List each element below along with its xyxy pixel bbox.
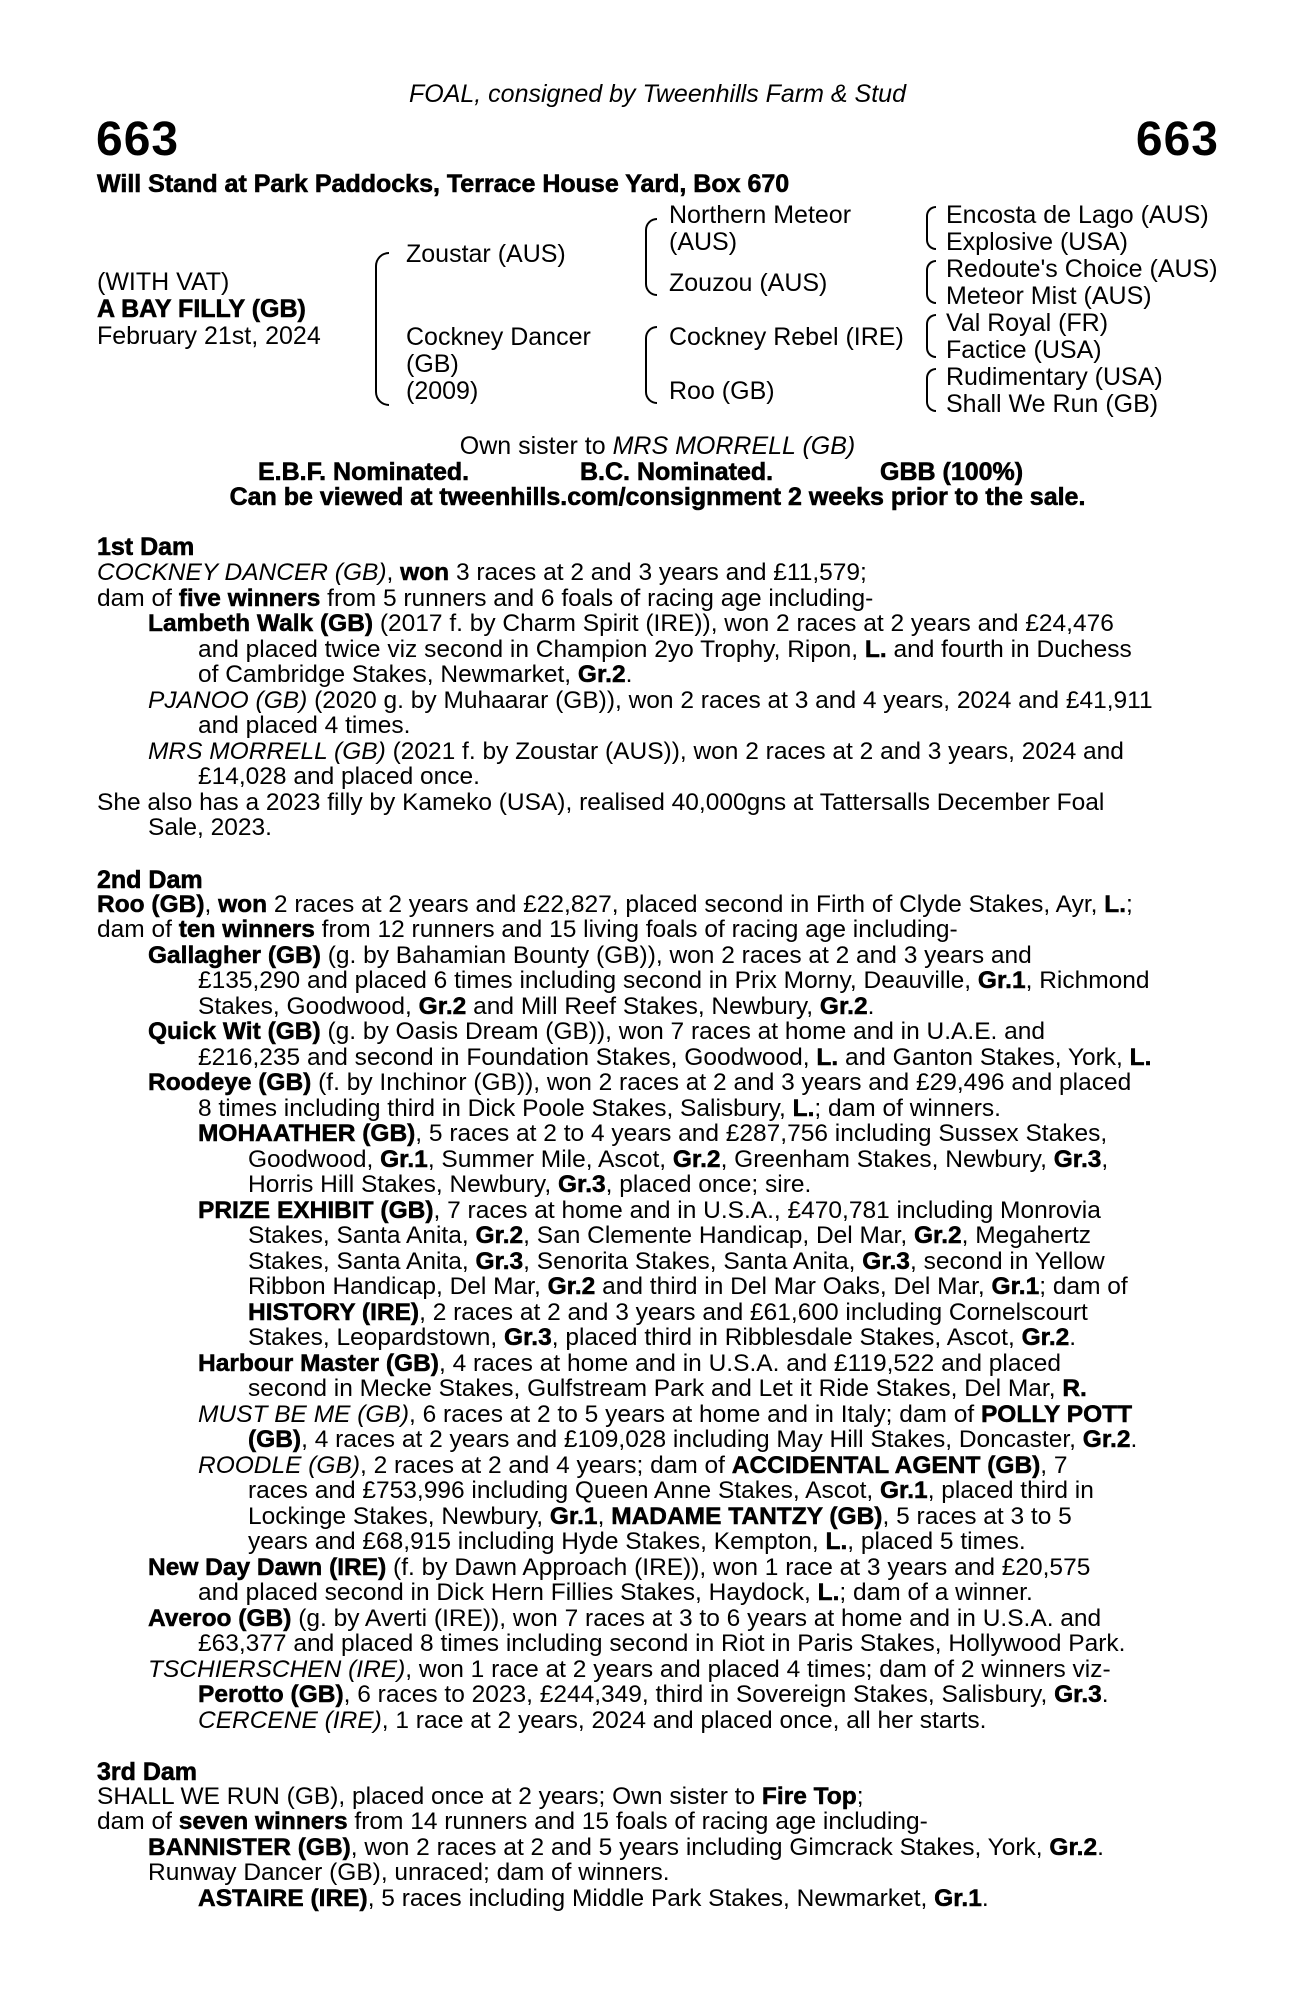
dam1-line: and placed twice viz second in Champion 2yo Trophy, Ripon, L. and fourth in Duchess [198,636,1132,663]
stand-location: Will Stand at Park Paddocks, Terrace House Yard, Box 670 [97,170,790,198]
ped-sdd: Meteor Mist (AUS) [946,282,1152,310]
ped-dsd: Factice (USA) [946,336,1102,364]
dam2-line: Gallagher (GB) (g. by Bahamian Bounty (GB)), won 2 races at 2 and 3 years and [148,942,1032,969]
dam2-line: Lockinge Stakes, Newbury, Gr.1, MADAME TANTZY (GB), 5 races at 3 to 5 [248,1503,1072,1530]
foaling-date: February 21st, 2024 [97,322,321,350]
dam1-line: Sale, 2023. [148,814,272,841]
dam1-line: MRS MORRELL (GB) (2021 f. by Zoustar (AUS)), won 2 races at 2 and 3 years, 2024 and [148,738,1124,765]
dam1-line: £14,028 and placed once. [198,763,480,790]
dam2-line: Quick Wit (GB) (g. by Oasis Dream (GB)), won 7 races at home and in U.A.E. and [148,1018,1046,1045]
consignment-line: FOAL, consigned by Tweenhills Farm & Stud [409,80,906,108]
dam2-line: Goodwood, Gr.1, Summer Mile, Ascot, Gr.2, Greenham Stakes, Newbury, Gr.3, [248,1146,1109,1173]
dam2-line: Stakes, Santa Anita, Gr.3, Senorita Stakes, Santa Anita, Gr.3, second in Yellow [248,1248,1105,1275]
ped-sds: Redoute's Choice (AUS) [946,255,1218,283]
sire-sire-l2: (AUS) [669,228,738,256]
bc-nomination: B.C. Nominated. [580,458,774,486]
dam-dam: Roo (GB) [669,377,775,405]
dam1-line: of Cambridge Stakes, Newmarket, Gr.2. [198,661,633,688]
dam-sire: Cockney Rebel (IRE) [669,323,904,351]
dam2-line: Roodeye (GB) (f. by Inchinor (GB)), won 2 races at 2 and 3 years and £29,496 and placed [148,1069,1132,1096]
dam1-line: dam of five winners from 5 runners and 6 foals of racing age including- [97,585,874,612]
ped-dds: Rudimentary (USA) [946,363,1163,391]
dam2-line: £135,290 and placed 6 times including second in Prix Morny, Deauville, Gr.1, Richmond [198,967,1150,994]
dam3-line: dam of seven winners from 14 runners and 15 foals of racing age including- [97,1808,928,1835]
dam3-line: ASTAIRE (IRE), 5 races including Middle Park Stakes, Newmarket, Gr.1. [198,1885,989,1912]
dam2-line: Roo (GB), won 2 races at 2 years and £22,827, placed second in Firth of Clyde Stakes, Ayr, L.; [97,891,1133,918]
dam-name-l2: (GB) [406,350,459,378]
dam2-line: and placed second in Dick Hern Fillies Stakes, Haydock, L.; dam of a winner. [198,1579,1033,1606]
dam2-line: 8 times including third in Dick Poole Stakes, Salisbury, L.; dam of winners. [198,1095,1001,1122]
dam2-line: (GB), 4 races at 2 years and £109,028 including May Hill Stakes, Doncaster, Gr.2. [248,1426,1138,1453]
dam2-line: MUST BE ME (GB), 6 races at 2 to 5 years at home and in Italy; dam of POLLY POTT [198,1401,1133,1428]
third-dam-heading: 3rd Dam [97,1758,198,1786]
own-sister-line: Own sister to MRS MORRELL (GB) [459,432,856,460]
dam2-line: dam of ten winners from 12 runners and 15 living foals of racing age including- [97,916,958,943]
dam1-line: She also has a 2023 filly by Kameko (USA), realised 40,000gns at Tattersalls December Foal [97,789,1105,816]
dam2-line: Stakes, Goodwood, Gr.2 and Mill Reef Stakes, Newbury, Gr.2. [198,993,875,1020]
ped-dss: Val Royal (FR) [946,309,1109,337]
ped-sss: Encosta de Lago (AUS) [946,201,1209,229]
dam2-line: years and £68,915 including Hyde Stakes, Kempton, L., placed 5 times. [248,1528,1026,1555]
gbb-note: GBB (100%) [880,458,1024,486]
dam1-line: PJANOO (GB) (2020 g. by Muhaarar (GB)), won 2 races at 3 and 4 years, 2024 and £41,911 [148,687,1153,714]
pedigree-brace-dam [645,326,657,404]
dam2-line: £63,377 and placed 8 times including second in Riot in Paris Stakes, Hollywood Park. [198,1630,1126,1657]
dam2-line: second in Mecke Stakes, Gulfstream Park and Let it Ride Stakes, Del Mar, R. [248,1375,1087,1402]
dam2-line: HISTORY (IRE), 2 races at 2 and 3 years and £61,600 including Cornelscourt [248,1299,1088,1326]
vat-note: (WITH VAT) [97,268,230,296]
pedigree-brace-dd [926,368,936,412]
pedigree-brace-main [375,252,389,406]
dam-name-l3: (2009) [406,377,479,405]
dam1-line: Lambeth Walk (GB) (2017 f. by Charm Spirit (IRE)), won 2 races at 2 years and £24,476 [148,610,1114,637]
lot-number-left: 663 [96,113,180,166]
dam2-line: ROODLE (GB), 2 races at 2 and 4 years; dam of ACCIDENTAL AGENT (GB), 7 [198,1452,1068,1479]
dam1-line: COCKNEY DANCER (GB), won 3 races at 2 and 3 years and £11,579; [97,559,867,586]
pedigree-brace-ds [926,314,936,358]
dam3-line: Runway Dancer (GB), unraced; dam of winners. [148,1859,670,1886]
ped-ddd: Shall We Run (GB) [946,390,1159,418]
ped-ssd: Explosive (USA) [946,228,1128,256]
pedigree-brace-sd [926,260,936,304]
ebf-nomination: E.B.F. Nominated. [258,458,470,486]
dam2-line: Horris Hill Stakes, Newbury, Gr.3, placed once; sire. [248,1171,812,1198]
dam2-line: Harbour Master (GB), 4 races at home and in U.S.A. and £119,522 and placed [198,1350,1061,1377]
second-dam-heading: 2nd Dam [97,866,203,894]
viewing-note: Can be viewed at tweenhills.com/consignment 2 weeks prior to the sale. [229,483,1086,511]
dam-name-l1: Cockney Dancer [406,323,591,351]
dam2-line: CERCENE (IRE), 1 race at 2 years, 2024 and placed once, all her starts. [198,1707,987,1734]
sire-name: Zoustar (AUS) [406,240,566,268]
dam2-line: £216,235 and second in Foundation Stakes, Goodwood, L. and Ganton Stakes, York, L. [198,1044,1152,1071]
dam2-line: Ribbon Handicap, Del Mar, Gr.2 and third in Del Mar Oaks, Del Mar, Gr.1; dam of [248,1273,1128,1300]
dam2-line: PRIZE EXHIBIT (GB), 7 races at home and in U.S.A., £470,781 including Monrovia [198,1197,1101,1224]
dam2-line: New Day Dawn (IRE) (f. by Dawn Approach (IRE)), won 1 race at 3 years and £20,575 [148,1554,1091,1581]
dam2-line: Perotto (GB), 6 races to 2023, £244,349, third in Sovereign Stakes, Salisbury, Gr.3. [198,1681,1109,1708]
lot-name: A BAY FILLY (GB) [97,295,306,323]
sire-sire-l1: Northern Meteor [669,201,852,229]
dam1-line: and placed 4 times. [198,712,411,739]
dam2-line: Stakes, Santa Anita, Gr.2, San Clemente Handicap, Del Mar, Gr.2, Megahertz [248,1222,1092,1249]
dam2-line: Averoo (GB) (g. by Averti (IRE)), won 7 races at 3 to 6 years at home and in U.S.A. and [148,1605,1102,1632]
dam2-line: TSCHIERSCHEN (IRE), won 1 race at 2 years and placed 4 times; dam of 2 winners viz- [148,1656,1111,1683]
first-dam-heading: 1st Dam [97,533,195,561]
dam2-line: Stakes, Leopardstown, Gr.3, placed third in Ribblesdale Stakes, Ascot, Gr.2. [248,1324,1077,1351]
dam2-line: races and £753,996 including Queen Anne Stakes, Ascot, Gr.1, placed third in [248,1477,1094,1504]
pedigree-brace-ss [926,206,936,250]
dam3-line: SHALL WE RUN (GB), placed once at 2 years; Own sister to Fire Top; [97,1783,864,1810]
lot-number-right: 663 [1135,113,1219,166]
dam2-line: MOHAATHER (GB), 5 races at 2 to 4 years and £287,756 including Sussex Stakes, [198,1120,1108,1147]
pedigree-brace-sire [645,218,657,296]
sire-dam: Zouzou (AUS) [669,269,828,297]
dam3-line: BANNISTER (GB), won 2 races at 2 and 5 years including Gimcrack Stakes, York, Gr.2. [148,1834,1104,1861]
